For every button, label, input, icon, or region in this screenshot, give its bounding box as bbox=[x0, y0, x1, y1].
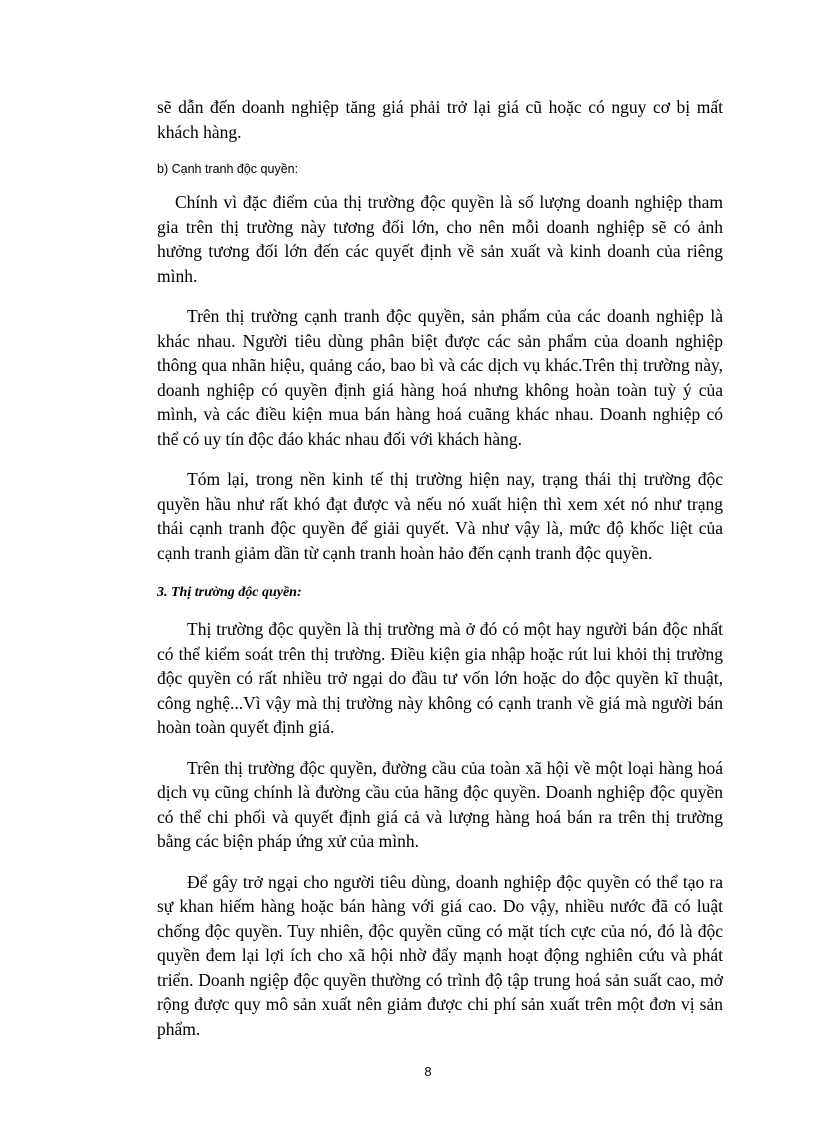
page-number: 8 bbox=[424, 1064, 432, 1079]
paragraph-6: Trên thị trường độc quyền, đường cầu của toàn xã hội về một loại hàng hoá dịch vụ cũng chính là đường cầu của hãng độc quyền. Doanh nghiệp độc quyền có thể chi phối và quyết định giá cả và lượng hàng hoá bán ra trên thị trường bằng các biện pháp ứng xử của mình. bbox=[157, 757, 723, 851]
paragraph-3: Trên thị trường cạnh tranh độc quyền, sản phẩm của các doanh nghiệp là khác nhau. Người tiêu dùng phân biệt được các sản phẩm của doanh nghiệp thông qua nhãn hiệu, quảng cáo, bao bì và các dịch vụ khác.Trên thị trường này, doanh nghiệp có quyền định giá hàng hoá nhưng không hoàn toàn tuỳ ý của mình, và các điều kiện mua bán hàng hoá cuãng khác nhau. Doanh nghiệp có thể có uy tín độc đáo khác nhau đối với khách hàng. bbox=[157, 306, 723, 449]
paragraph-7: Để gây trở ngại cho người tiêu dùng, doanh nghiệp độc quyền có thể tạo ra sự khan hiếm hàng hoặc bán hàng với giá cao. Do vậy, nhiều nước đã có luật chống độc quyền. Tuy nhiên, độc quyền cũng có mặt tích cực của nó, đó là độc quyền đem lại lợi ích cho xã hội nhờ đẩy mạnh hoạt động nghiên cứu và phát triển. Doanh ngiệp độc quyền thường có trình độ tập trung hoá sản suất cao, mở rộng được quy mô sản xuất nên giảm được chi phí sản xuất trên một đơn vị sản phẩm. bbox=[157, 871, 723, 1039]
section-heading-3: 3. Thị trường độc quyền: bbox=[157, 585, 302, 600]
page-body bbox=[157, 95, 723, 1041]
paragraph-5: Thị trường độc quyền là thị trường mà ở đó có một hay người bán độc nhất có thể kiểm soát trên thị trường. Điều kiện gia nhập hoặc rút lui khỏi thị trường độc quyền có rất nhiều trở ngại do đầu tư vốn lớn hoặc do độc quyền kĩ thuật, công nghệ...Vì vậy mà thị trường này không có cạnh tranh về giá mà người bán hoàn toàn quyết định giá. bbox=[157, 619, 723, 737]
paragraph-4: Tóm lại, trong nền kinh tế thị trường hiện nay, trạng thái thị trường độc quyền hầu như rất khó đạt được và nếu nó xuất hiện thì xem xét nó như trạng thái cạnh tranh độc quyền để giải quyết. Và như vậy là, mức độ khốc liệt của cạnh tranh giảm dần từ cạnh tranh hoàn hảo đến cạnh tranh độc quyền. bbox=[157, 469, 723, 563]
paragraph-2: Chính vì đặc điểm của thị trường độc quyền là số lượng doanh nghiệp tham gia trên thị trường này tương đối lớn, cho nên mỗi doanh nghiệp sẽ có ảnh hưởng tương đối lớn đến các quyết định về sản xuất và kinh doanh của riêng mình. bbox=[157, 192, 723, 286]
subheading-b: b) Cạnh tranh độc quyền: bbox=[157, 162, 299, 176]
paragraph-1: sẽ dẫn đến doanh nghiệp tăng giá phải trở lại giá cũ hoặc có nguy cơ bị mất khách hàng. bbox=[157, 97, 723, 142]
